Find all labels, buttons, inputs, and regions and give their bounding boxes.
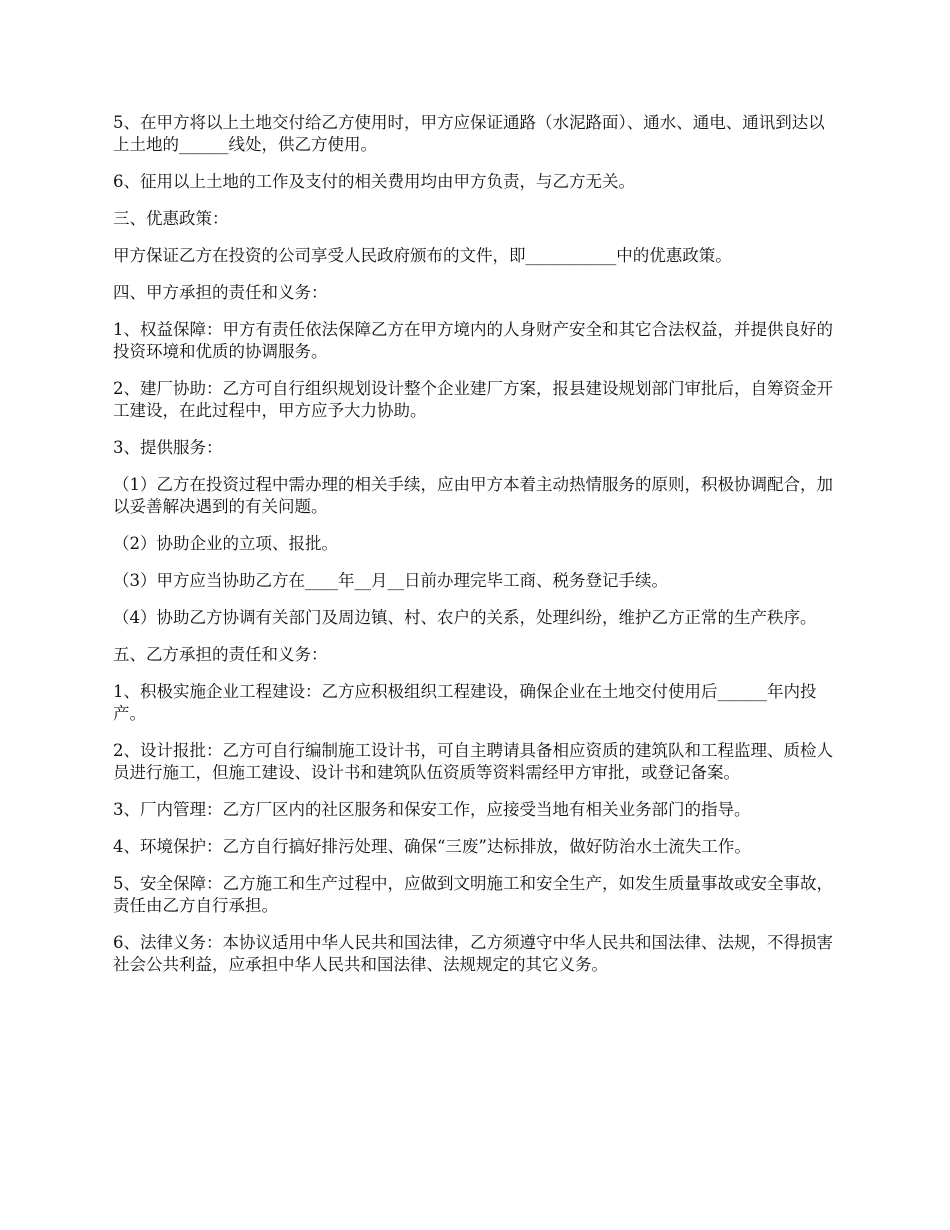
paragraph-preferential-policy: 甲方保证乙方在投资的公司享受人民政府颁布的文件，即___________中的优惠政策。 bbox=[113, 246, 732, 265]
paragraph-safety: 5、安全保障：乙方施工和生产过程中，应做到文明施工和安全生产，如发生质量事故或安全事故，责任由乙方自行承担。 bbox=[113, 874, 833, 915]
paragraph-service-3: （3）甲方应当协助乙方在____年__月__日前办理完毕工商、税务登记手续。 bbox=[113, 571, 668, 590]
paragraph-service-2: （2）协助企业的立项、报批。 bbox=[113, 534, 338, 553]
paragraph-land-access: 5、在甲方将以上土地交付给乙方使用时，甲方应保证通路（水泥路面）、通水、通电、通讯到达以上土地的______线处，供乙方使用。 bbox=[113, 113, 825, 154]
paragraph-service-1: （1）乙方在投资过程中需办理的相关手续，应由甲方本着主动热情服务的原则，积极协调配合，加以妥善解决遇到的有关问题。 bbox=[113, 475, 833, 516]
section-heading-preferential-policy: 三、优惠政策： bbox=[113, 209, 229, 228]
paragraph-service-4: （4）协助乙方协调有关部门及周边镇、村、农户的关系，处理纠纷，维护乙方正常的生产秩序。 bbox=[113, 608, 817, 627]
paragraph-construction: 1、积极实施企业工程建设：乙方应积极组织工程建设，确保企业在土地交付使用后______年内投产。 bbox=[113, 682, 817, 723]
paragraph-environment: 4、环境保护：乙方自行搞好排污处理、确保“三废”达标排放，做好防治水土流失工作。 bbox=[113, 837, 751, 856]
paragraph-design-approval: 2、设计报批：乙方可自行编制施工设计书，可自主聘请具备相应资质的建筑队和工程监理、质检人员进行施工，但施工建设、设计书和建筑队伍资质等资料需经甲方审批，或登记备案。 bbox=[113, 741, 833, 782]
paragraph-factory-assistance: 2、建厂协助：乙方可自行组织规划设计整个企业建厂方案，报县建设规划部门审批后，自筹资金开工建设，在此过程中，甲方应予大力协助。 bbox=[113, 379, 833, 420]
paragraph-legal-obligations: 6、法律义务：本协议适用中华人民共和国法律，乙方须遵守中华人民共和国法律、法规，不得损害社会公共利益，应承担中华人民共和国法律、法规规定的其它义务。 bbox=[113, 933, 833, 974]
paragraph-land-cost: 6、征用以上土地的工作及支付的相关费用均由甲方负责，与乙方无关。 bbox=[113, 172, 635, 191]
document-body bbox=[113, 112, 839, 991]
section-heading-party-a-duties: 四、甲方承担的责任和义务： bbox=[113, 283, 328, 302]
section-heading-party-b-duties: 五、乙方承担的责任和义务： bbox=[113, 645, 328, 664]
paragraph-factory-management: 3、厂内管理：乙方厂区内的社区服务和保安工作，应接受当地有相关业务部门的指导。 bbox=[113, 800, 751, 819]
paragraph-services-heading: 3、提供服务： bbox=[113, 438, 223, 457]
paragraph-rights-protection: 1、权益保障：甲方有责任依法保障乙方在甲方境内的人身财产安全和其它合法权益，并提供良好的投资环境和优质的协调服务。 bbox=[113, 320, 833, 361]
